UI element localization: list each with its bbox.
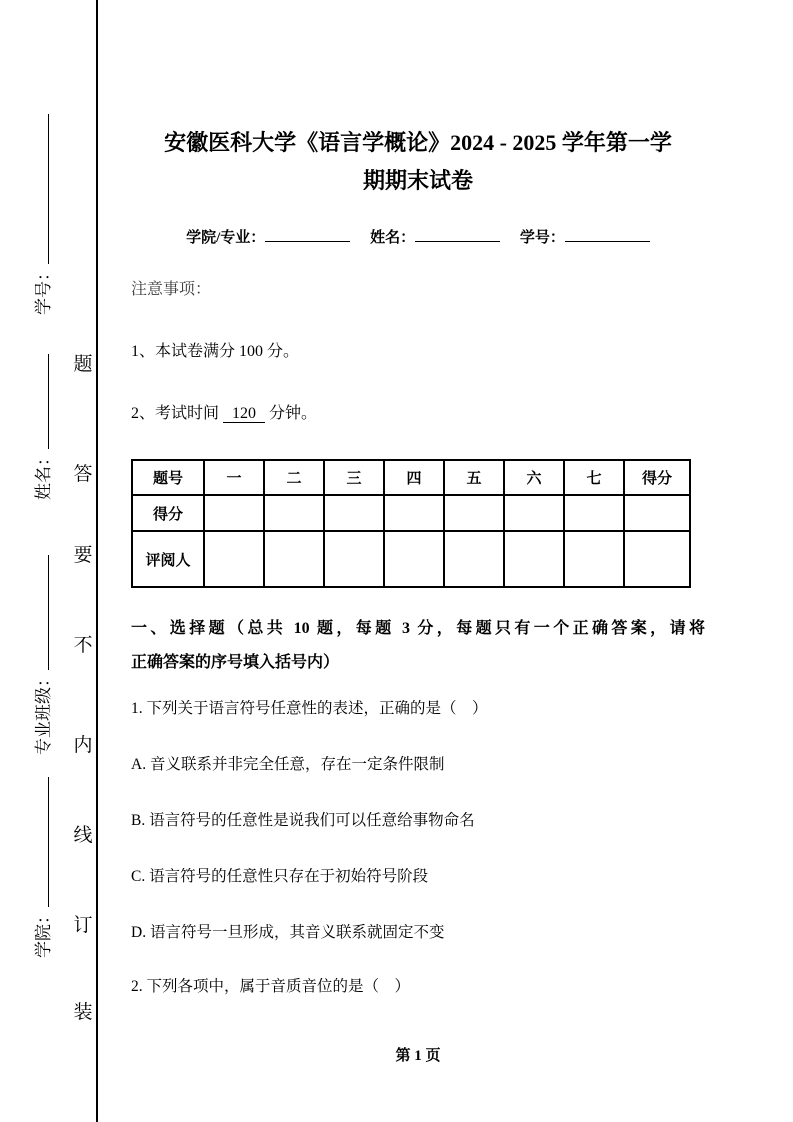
score-table-empty-cell xyxy=(624,531,690,587)
score-table-empty-cell xyxy=(204,531,264,587)
info-field-name xyxy=(370,230,500,246)
score-table-header-cell: 六 xyxy=(504,460,564,495)
score-table-empty-cell xyxy=(444,531,504,587)
score-table-header-cell: 得分 xyxy=(624,460,690,495)
notice-item-2 xyxy=(131,403,705,425)
score-table-empty-cell xyxy=(264,495,324,531)
binding-field-student-id-label: 学号： xyxy=(34,264,54,315)
exam-title-line2: 期期末试卷 xyxy=(362,168,473,193)
score-table-header-cell: 三 xyxy=(324,460,384,495)
binding-vertical-char: 要 xyxy=(73,545,93,566)
notice-item-2-suffix: 分钟。 xyxy=(269,405,318,423)
score-table-row-label: 得分 xyxy=(132,495,204,531)
binding-vertical-char: 装 xyxy=(73,1002,93,1023)
notice-heading: 注意事项： xyxy=(131,281,212,299)
info-field-name-label: 姓名： xyxy=(370,230,416,247)
info-field-student-id-label: 学号： xyxy=(519,230,565,247)
binding-field-class-label: 专业班级： xyxy=(34,670,54,755)
binding-field-college-label: 学院： xyxy=(34,907,54,958)
section-heading-line1: 一、选择题（总共 10 题，每题 3 分，每题只有一个正确答案，请将 xyxy=(131,620,705,638)
score-table-empty-cell xyxy=(204,495,264,531)
exam-title-line1: 安徽医科大学《语言学概论》2024 - 2025 学年第一学 xyxy=(164,130,672,155)
score-table-empty-cell xyxy=(324,531,384,587)
score-table-empty-cell xyxy=(384,495,444,531)
score-table-empty-cell xyxy=(264,531,324,587)
score-table-row-label: 评阅人 xyxy=(132,531,204,587)
exam-content xyxy=(131,128,705,998)
score-table-header-cell: 题号 xyxy=(132,460,204,495)
score-table-empty-cell xyxy=(564,531,624,587)
binding-field-student-id xyxy=(33,114,55,315)
score-table-header-cell: 五 xyxy=(444,460,504,495)
exam-duration-value: 120 xyxy=(223,405,265,423)
binding-field-name xyxy=(33,354,55,500)
binding-field-name-label: 姓名： xyxy=(34,449,54,500)
binding-vertical-char: 内 xyxy=(73,735,93,756)
section-heading xyxy=(131,612,705,680)
score-table-empty-cell xyxy=(384,531,444,587)
score-table-score-row xyxy=(132,495,690,531)
blank-underline xyxy=(33,354,49,449)
blank-underline xyxy=(33,777,49,907)
binding-vertical-char: 线 xyxy=(73,825,93,846)
score-table-empty-cell xyxy=(624,495,690,531)
question-2: 2. 下列各项中，属于音质音位的是（ ） xyxy=(131,978,411,996)
blank-underline xyxy=(265,228,350,242)
question-1-option-b: B. 语言符号的任意性是说我们可以任意给事物命名 xyxy=(131,812,475,830)
notice-item-1: 1、本试卷满分 100 分。 xyxy=(131,343,300,361)
score-table-header-cell: 一 xyxy=(204,460,264,495)
binding-separator-line xyxy=(96,0,98,1122)
notice-item-2-prefix: 2、考试时间 xyxy=(131,405,220,423)
blank-underline xyxy=(415,228,500,242)
section-heading-line2: 正确答案的序号填入括号内） xyxy=(131,654,340,672)
question-1-option-a: A. 音义联系并非完全任意，存在一定条件限制 xyxy=(131,756,445,774)
student-info-line xyxy=(131,228,705,249)
score-table xyxy=(131,459,691,588)
binding-vertical-char: 订 xyxy=(73,915,93,936)
score-table-empty-cell xyxy=(564,495,624,531)
score-table-empty-cell xyxy=(444,495,504,531)
exam-title xyxy=(131,128,705,196)
binding-field-college xyxy=(33,777,55,958)
info-field-college-major-label: 学院/专业： xyxy=(186,230,266,247)
score-table-header-cell: 四 xyxy=(384,460,444,495)
blank-underline xyxy=(33,555,49,670)
score-table-header-cell: 二 xyxy=(264,460,324,495)
question-1: 1. 下列关于语言符号任意性的表述，正确的是（ ） xyxy=(131,700,488,718)
binding-field-class xyxy=(33,555,55,755)
blank-underline xyxy=(565,228,650,242)
info-field-student-id xyxy=(520,230,650,246)
question-1-option-d: D. 语言符号一旦形成，其音义联系就固定不变 xyxy=(131,924,445,942)
binding-vertical-char: 不 xyxy=(73,635,93,656)
score-table-header-cell: 七 xyxy=(564,460,624,495)
score-table-empty-cell xyxy=(324,495,384,531)
score-table-empty-cell xyxy=(504,495,564,531)
binding-vertical-char: 题 xyxy=(73,354,93,375)
binding-vertical-char: 答 xyxy=(73,464,93,485)
info-field-college-major xyxy=(186,230,350,246)
score-table-header-row xyxy=(132,460,690,495)
score-table-empty-cell xyxy=(504,531,564,587)
score-table-grader-row xyxy=(132,531,690,587)
question-1-option-c: C. 语言符号的任意性只存在于初始符号阶段 xyxy=(131,868,429,886)
blank-underline xyxy=(33,114,49,264)
page-number: 第 1 页 xyxy=(395,1048,441,1064)
